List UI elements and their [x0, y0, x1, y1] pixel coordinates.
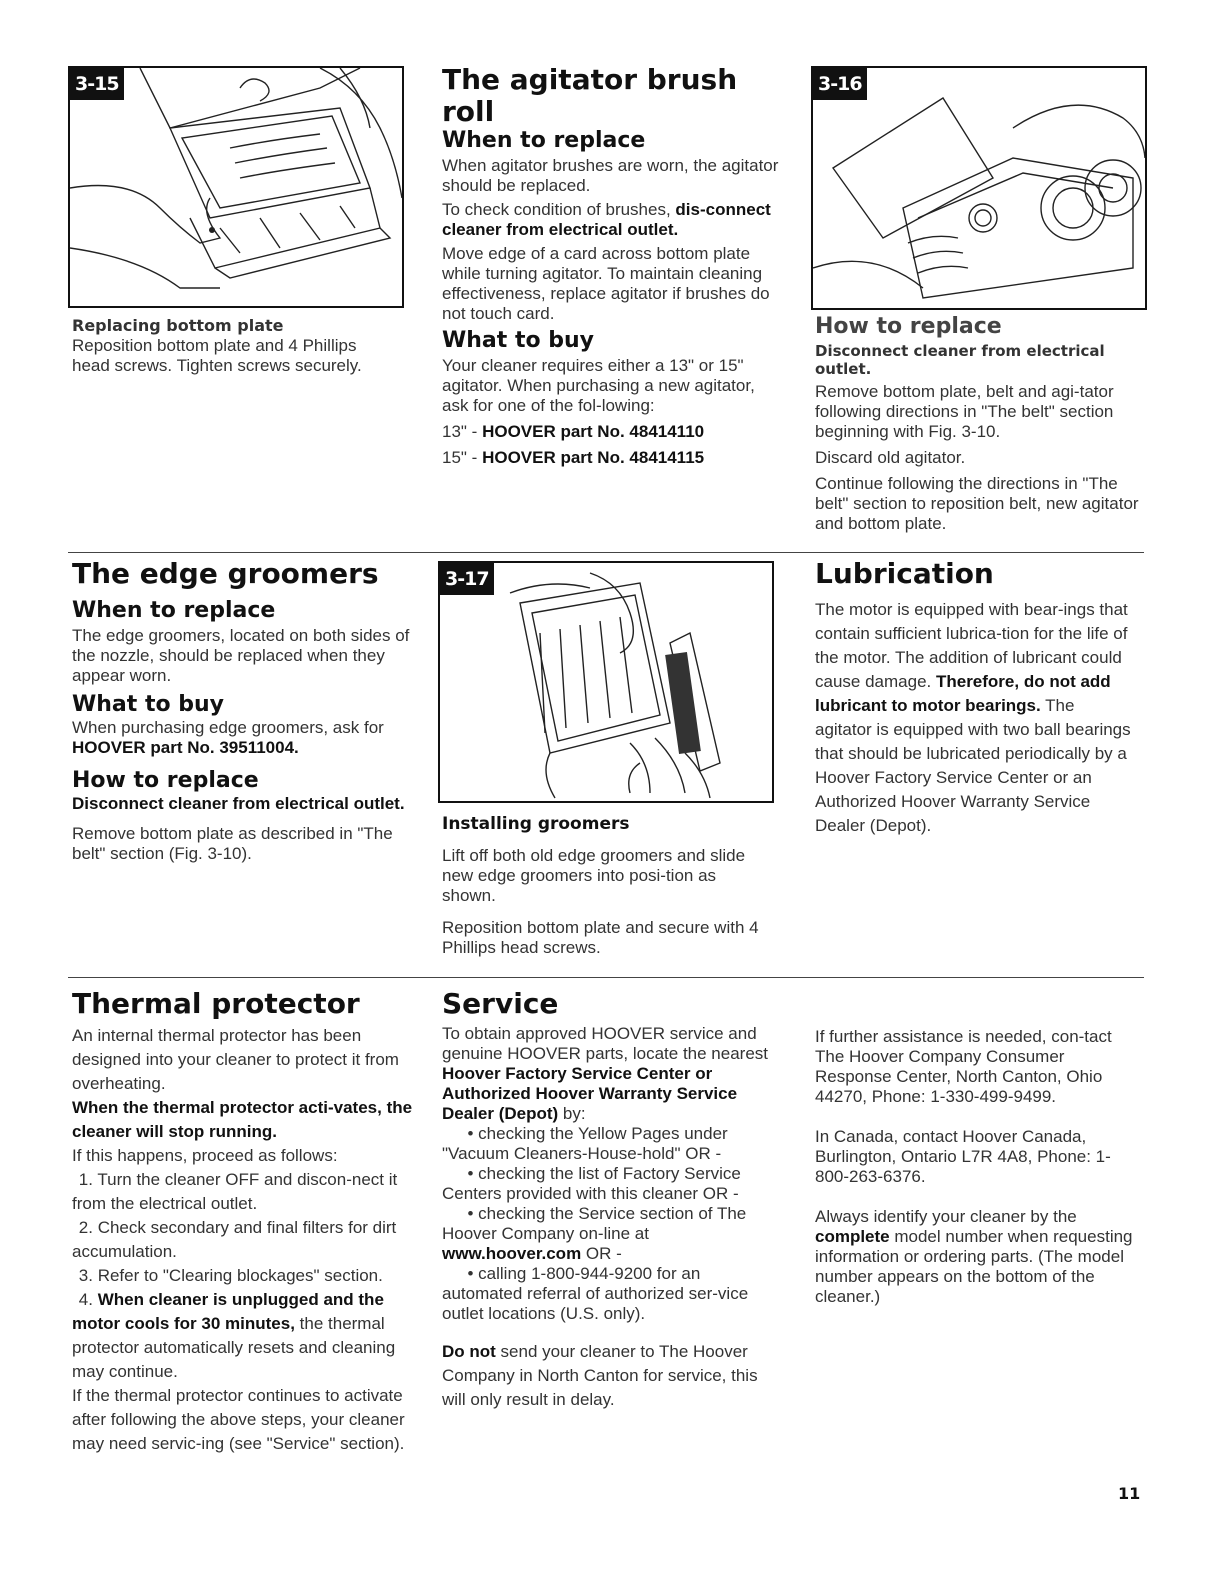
agitator-when-p3: Move edge of a card across bottom plate while turning agitator. To maintain cleaning effectiveness, replace agitator if brushes do not touch card.	[442, 244, 770, 323]
page-number: 11	[1118, 1484, 1141, 1503]
thermal-p3: If this happens, proceed as follows:	[72, 1146, 338, 1165]
agitator-title: The agitator brush roll	[442, 63, 738, 128]
part-15-number: HOOVER part No. 48414115	[482, 448, 705, 467]
service-p1-lead: To obtain approved HOOVER service and genuine HOOVER parts, locate the nearest	[442, 1024, 769, 1063]
figure-3-16	[811, 66, 1147, 310]
agitator-section	[442, 64, 782, 468]
groomers-part-number: HOOVER part No. 39511004.	[72, 738, 299, 757]
lubrication-warning: Therefore, do not add lubricant to motor bearings.	[815, 672, 1111, 715]
thermal-section	[72, 988, 420, 1456]
groomers-howto-bold: Disconnect cleaner from electrical outlet.	[72, 794, 405, 813]
lubrication-lead: The motor is equipped with bear-ings that contain sufficient lubrica-tion for the life of the motor. The addition of lubricant could cause damage.	[815, 600, 1128, 691]
service-bullet-3	[442, 1204, 780, 1264]
part-13-size: 13" -	[442, 422, 483, 441]
figure-3-17	[438, 561, 774, 803]
how-to-replace-p3: Continue following the directions in "The belt" section to reposition belt, new agitator and bottom plate.	[815, 474, 1139, 533]
service-bullet-2: • checking the list of Factory Service Centers provided with this cleaner OR -	[442, 1164, 741, 1203]
thermal-step-2: 2. Check secondary and final filters for dirt accumulation.	[72, 1218, 397, 1261]
lubrication-text	[815, 598, 1135, 838]
lubrication-tail: The agitator is equipped with two ball bearings that should be lubricated periodically by a Hoover Factory Service Center or an Authorized Hoover Warranty Service Dealer (Depot).	[815, 696, 1131, 835]
groomers-when-heading: When to replace	[72, 598, 276, 623]
how-to-replace-p1: Remove bottom plate, belt and agi-tator following directions in "The belt" section beginning with Fig. 3-10.	[815, 382, 1114, 441]
divider-1	[68, 552, 1144, 553]
hoover-website-link[interactable]: www.hoover.com	[442, 1244, 582, 1263]
caption-title: Installing groomers	[442, 814, 630, 834]
groomers-buy-heading: What to buy	[72, 692, 224, 717]
disconnect-warning: Disconnect cleaner from electrical outlet.	[815, 342, 1105, 378]
groomers-howto-heading: How to replace	[72, 768, 259, 793]
agitator-when-p2-lead: To check condition of brushes,	[442, 200, 676, 219]
agitator-when-p2	[442, 200, 782, 240]
donot-bold: Do not	[442, 1342, 496, 1361]
thermal-step-1: 1. Turn the cleaner OFF and discon-nect it from the electrical outlet.	[72, 1170, 398, 1213]
service-p1	[442, 1024, 780, 1124]
agitator-buy-heading: What to buy	[442, 328, 594, 353]
divider-2	[68, 977, 1144, 978]
lubrication-section	[815, 558, 1135, 838]
groomers-section	[72, 558, 412, 864]
groomers-buy-text	[72, 718, 412, 758]
groomers-buy-lead: When purchasing edge groomers, ask for	[72, 718, 384, 737]
step-4-bold: When cleaner is unplugged and the motor cools for 30 minutes,	[72, 1290, 384, 1333]
service-bullet-4: • calling 1-800-944-9200 for an automated referral of authorized ser-vice outlet locations (U.S. only).	[442, 1264, 749, 1323]
service-section	[442, 988, 780, 1412]
agitator-card-illustration	[813, 68, 1145, 308]
agitator-part-15	[442, 448, 782, 468]
figure-3-15-caption	[72, 316, 372, 376]
service-p1-bold: Hoover Factory Service Center or Authorized Hoover Warranty Service Dealer (Depot)	[442, 1064, 738, 1123]
groomers-when-text: The edge groomers, located on both sides of the nozzle, should be replaced when they appear worn.	[72, 626, 410, 685]
figure-3-17-caption	[442, 814, 772, 958]
service-donot	[442, 1340, 780, 1412]
agitator-how-to-replace	[815, 314, 1145, 534]
caption-p2: Reposition bottom plate and secure with 4 Phillips head screws.	[442, 918, 759, 957]
bottom-plate-illustration	[70, 68, 402, 306]
service-p1-tail: by:	[558, 1104, 586, 1123]
contact-section	[815, 1027, 1140, 1307]
groomers-illustration	[440, 563, 772, 801]
lubrication-title: Lubrication	[815, 557, 994, 590]
part-15-size: 15" -	[442, 448, 483, 467]
part-13-number: HOOVER part No. 48414110	[482, 422, 705, 441]
figure-3-15	[68, 66, 404, 308]
contact-p2: In Canada, contact Hoover Canada, Burlington, Ontario L7R 4A8, Phone: 1-800-263-6376.	[815, 1127, 1111, 1186]
thermal-p1: An internal thermal protector has been designed into your cleaner to protect it from overheating.	[72, 1026, 399, 1093]
donot-tail: send your cleaner to The Hoover Company in North Canton for service, this will only result in delay.	[442, 1342, 758, 1409]
caption-title: Replacing bottom plate	[72, 316, 284, 335]
agitator-buy-text: Your cleaner requires either a 13" or 15" agitator. When purchasing a new agitator, ask for one of the fol-lowing:	[442, 356, 755, 415]
thermal-title: Thermal protector	[72, 987, 360, 1020]
contact-p1: If further assistance is needed, con-tact The Hoover Company Consumer Response Center, North Canton, Ohio 44270, Phone: 1-330-499-9499.	[815, 1027, 1112, 1106]
figure-label: 3-17	[440, 563, 494, 595]
thermal-step-3: 3. Refer to "Clearing blockages" section.	[78, 1266, 383, 1285]
figure-label: 3-15	[70, 68, 124, 100]
service-title: Service	[442, 987, 559, 1020]
bullet-3-tail: OR -	[581, 1244, 622, 1263]
groomers-howto-text: Remove bottom plate as described in "The belt" section (Fig. 3-10).	[72, 824, 393, 863]
agitator-when-p2-bold: dis-connect cleaner from electrical outlet.	[442, 200, 771, 239]
thermal-warning: When the thermal protector acti-vates, the cleaner will stop running.	[72, 1098, 413, 1141]
agitator-when-p1: When agitator brushes are worn, the agitator should be replaced.	[442, 156, 779, 195]
groomers-title: The edge groomers	[72, 557, 379, 590]
service-bullet-1: • checking the Yellow Pages under "Vacuum Cleaners-House-hold" OR -	[442, 1124, 728, 1163]
how-to-replace-heading: How to replace	[815, 314, 1002, 339]
thermal-step-4	[72, 1288, 420, 1384]
step-4-number: 4.	[78, 1290, 98, 1309]
contact-p3-lead: Always identify your cleaner by the	[815, 1207, 1077, 1226]
caption-p1: Lift off both old edge groomers and slide new edge groomers into posi-tion as shown.	[442, 846, 746, 905]
thermal-p4: If the thermal protector continues to activate after following the above steps, your cleaner may need servic-ing (see "Service" section).	[72, 1386, 405, 1453]
agitator-when-heading: When to replace	[442, 128, 646, 153]
contact-p3-bold: complete	[815, 1227, 890, 1246]
step-4-tail: the thermal protector automatically resets and cleaning may continue.	[72, 1314, 396, 1381]
contact-p3	[815, 1207, 1140, 1307]
figure-label: 3-16	[813, 68, 867, 100]
how-to-replace-p2: Discard old agitator.	[815, 448, 966, 467]
bullet-3-lead: • checking the Service section of The Hoover Company on-line at	[442, 1204, 747, 1243]
agitator-part-13	[442, 422, 782, 442]
contact-p3-tail: model number when requesting information or ordering parts. (The model number appears on the bottom of the cleaner.)	[815, 1227, 1133, 1306]
caption-text: Reposition bottom plate and 4 Phillips head screws. Tighten screws securely.	[72, 336, 362, 375]
